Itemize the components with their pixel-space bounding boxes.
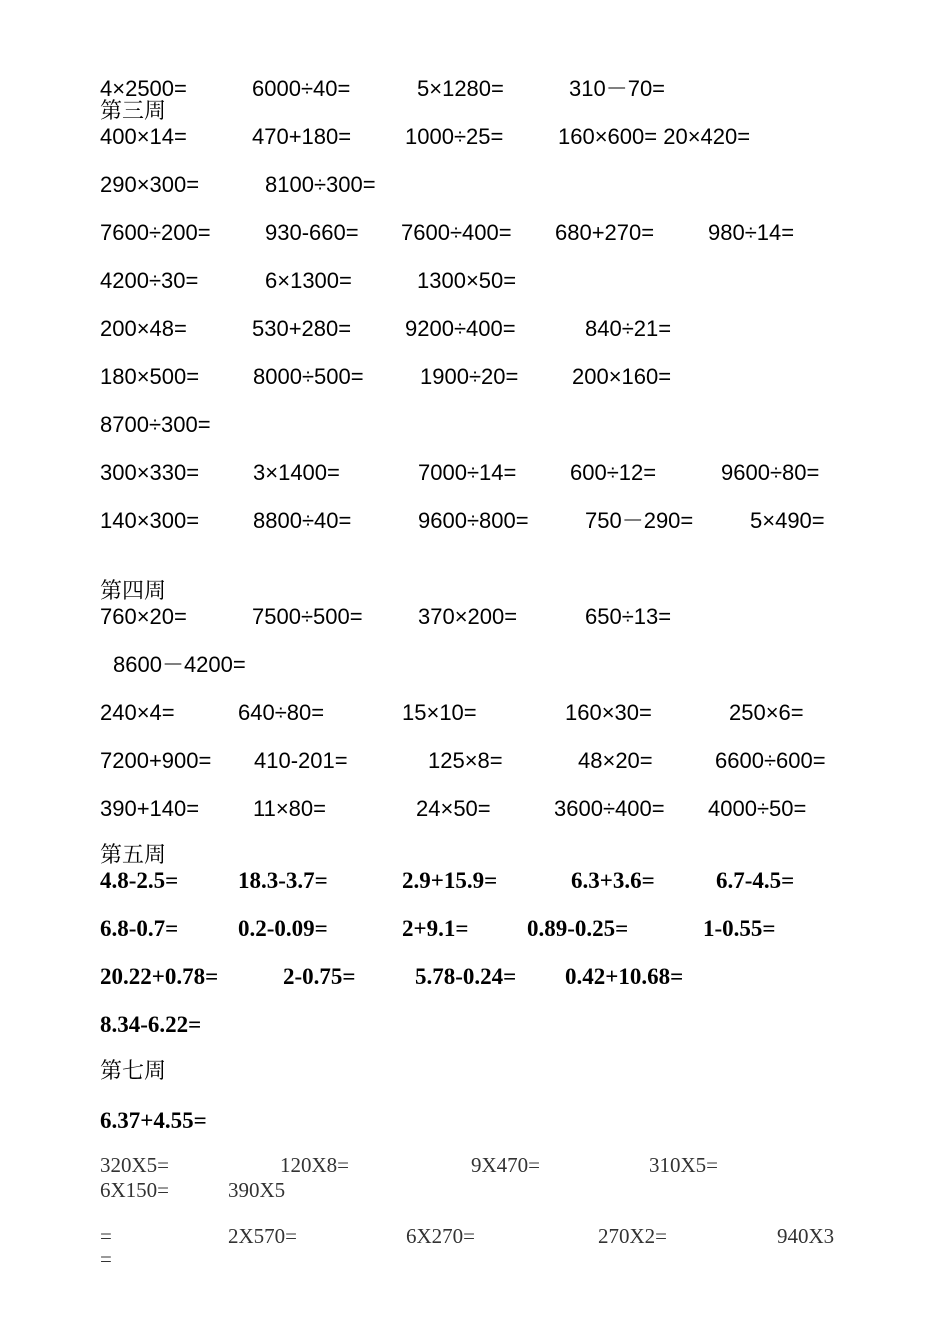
math-problem: 250×6=	[729, 700, 804, 725]
math-problem: 8800÷40=	[253, 508, 352, 533]
math-problem: 4.8-2.5=	[100, 868, 179, 893]
math-problem: 5×490=	[750, 508, 825, 533]
math-problem: 5×1280=	[417, 76, 504, 101]
week-heading: 第七周	[100, 1059, 167, 1084]
math-problem: 15×10=	[402, 700, 477, 725]
math-problem: 840÷21=	[585, 316, 672, 341]
math-problem: 9600÷800=	[418, 508, 529, 533]
math-problem: 930-660=	[265, 220, 359, 245]
math-problem: 3×1400=	[253, 460, 340, 485]
math-problem: 400×14=	[100, 124, 187, 149]
math-problem: 6.7-4.5=	[716, 868, 795, 893]
math-problem: 1900÷20=	[420, 364, 519, 389]
math-problem: 0.2-0.09=	[238, 916, 328, 941]
math-problem: 6.8-0.7=	[100, 916, 179, 941]
math-problem: 9600÷80=	[721, 460, 820, 485]
math-problem: 24×50=	[416, 796, 491, 821]
problem-row	[0, 270, 950, 300]
problem-row	[0, 414, 950, 444]
problem-row	[0, 965, 950, 995]
problem-row	[0, 366, 950, 396]
math-problem: 320X5=	[100, 1153, 170, 1177]
math-problem: 1300×50=	[417, 268, 517, 293]
math-problem: 120X8=	[280, 1153, 350, 1177]
math-problem: 940X3	[777, 1224, 835, 1248]
problem-row	[0, 1249, 950, 1279]
math-problem: 370×200=	[418, 604, 518, 629]
math-problem: =	[100, 1247, 112, 1271]
problem-row	[0, 702, 950, 732]
math-problem: 640÷80=	[238, 700, 325, 725]
math-problem: =	[100, 1224, 112, 1248]
math-problem: 410-201=	[254, 748, 348, 773]
math-problem: 8600－4200=	[113, 652, 246, 677]
math-problem: 6.3+3.6=	[571, 868, 655, 893]
math-problem: 310X5=	[649, 1153, 719, 1177]
math-problem: 8100÷300=	[265, 172, 376, 197]
math-problem: 8000÷500=	[253, 364, 364, 389]
math-problem: 6.37+4.55=	[100, 1108, 207, 1133]
problem-row	[0, 869, 950, 899]
problem-row	[0, 917, 950, 947]
problem-row	[0, 126, 950, 156]
math-problem: 750－290=	[585, 508, 694, 533]
math-problem: 6X150=	[100, 1178, 170, 1202]
math-problem: 140×300=	[100, 508, 200, 533]
math-problem: 470+180=	[252, 124, 352, 149]
problem-row	[0, 1013, 950, 1043]
math-problem: 390X5	[228, 1178, 286, 1202]
math-problem: 160×600= 20×420=	[558, 124, 751, 149]
math-problem: 180×500=	[100, 364, 200, 389]
problem-row	[0, 462, 950, 492]
math-problem: 650÷13=	[585, 604, 672, 629]
problem-row	[0, 798, 950, 828]
math-problem: 7000÷14=	[418, 460, 517, 485]
math-problem: 290×300=	[100, 172, 200, 197]
math-problem: 7200+900=	[100, 748, 212, 773]
math-problem: 680+270=	[555, 220, 655, 245]
math-problem: 8.34-6.22=	[100, 1012, 202, 1037]
math-problem: 0.42+10.68=	[565, 964, 684, 989]
math-problem: 6×1300=	[265, 268, 352, 293]
math-problem: 9200÷400=	[405, 316, 516, 341]
math-problem: 6600÷600=	[715, 748, 826, 773]
math-problem: 18.3-3.7=	[238, 868, 328, 893]
math-problem: 0.89-0.25=	[527, 916, 629, 941]
problem-row	[0, 510, 950, 540]
math-problem: 3600÷400=	[554, 796, 665, 821]
math-problem: 4200÷30=	[100, 268, 199, 293]
math-problem: 2-0.75=	[283, 964, 356, 989]
math-problem: 240×4=	[100, 700, 175, 725]
math-problem: 7600÷200=	[100, 220, 211, 245]
week-heading: 第三周	[100, 99, 167, 124]
math-problem: 2+9.1=	[402, 916, 469, 941]
math-problem: 4000÷50=	[708, 796, 807, 821]
math-problem: 200×160=	[572, 364, 672, 389]
math-problem: 160×30=	[565, 700, 652, 725]
problem-row	[0, 654, 950, 684]
math-problem: 20.22+0.78=	[100, 964, 219, 989]
math-problem: 6000÷40=	[252, 76, 351, 101]
math-problem: 48×20=	[578, 748, 653, 773]
math-problem: 4×2500=	[100, 76, 187, 101]
week-heading: 第四周	[100, 579, 167, 604]
math-problem: 2X570=	[228, 1224, 298, 1248]
problem-row	[0, 1180, 950, 1210]
math-problem: 11×80=	[253, 796, 327, 821]
math-problem: 6X270=	[406, 1224, 476, 1248]
math-problem: 530+280=	[252, 316, 352, 341]
problem-row	[0, 318, 950, 348]
week-heading: 第五周	[100, 843, 167, 868]
math-problem: 7500÷500=	[252, 604, 363, 629]
math-problem: 200×48=	[100, 316, 187, 341]
problem-row	[0, 174, 950, 204]
math-problem: 310－70=	[569, 76, 666, 101]
problem-row	[0, 222, 950, 252]
math-problem: 5.78-0.24=	[415, 964, 517, 989]
math-problem: 390+140=	[100, 796, 200, 821]
math-problem: 300×330=	[100, 460, 200, 485]
math-problem: 8700÷300=	[100, 412, 211, 437]
problem-row	[0, 1109, 950, 1139]
math-problem: 7600÷400=	[401, 220, 512, 245]
math-problem: 2.9+15.9=	[402, 868, 498, 893]
math-problem: 125×8=	[428, 748, 503, 773]
math-problem: 760×20=	[100, 604, 187, 629]
math-problem: 9X470=	[471, 1153, 541, 1177]
problem-row	[0, 750, 950, 780]
math-problem: 270X2=	[598, 1224, 668, 1248]
math-problem: 980÷14=	[708, 220, 795, 245]
math-problem: 1-0.55=	[703, 916, 776, 941]
math-problem: 1000÷25=	[405, 124, 504, 149]
math-problem: 600÷12=	[570, 460, 657, 485]
problem-row	[0, 606, 950, 636]
